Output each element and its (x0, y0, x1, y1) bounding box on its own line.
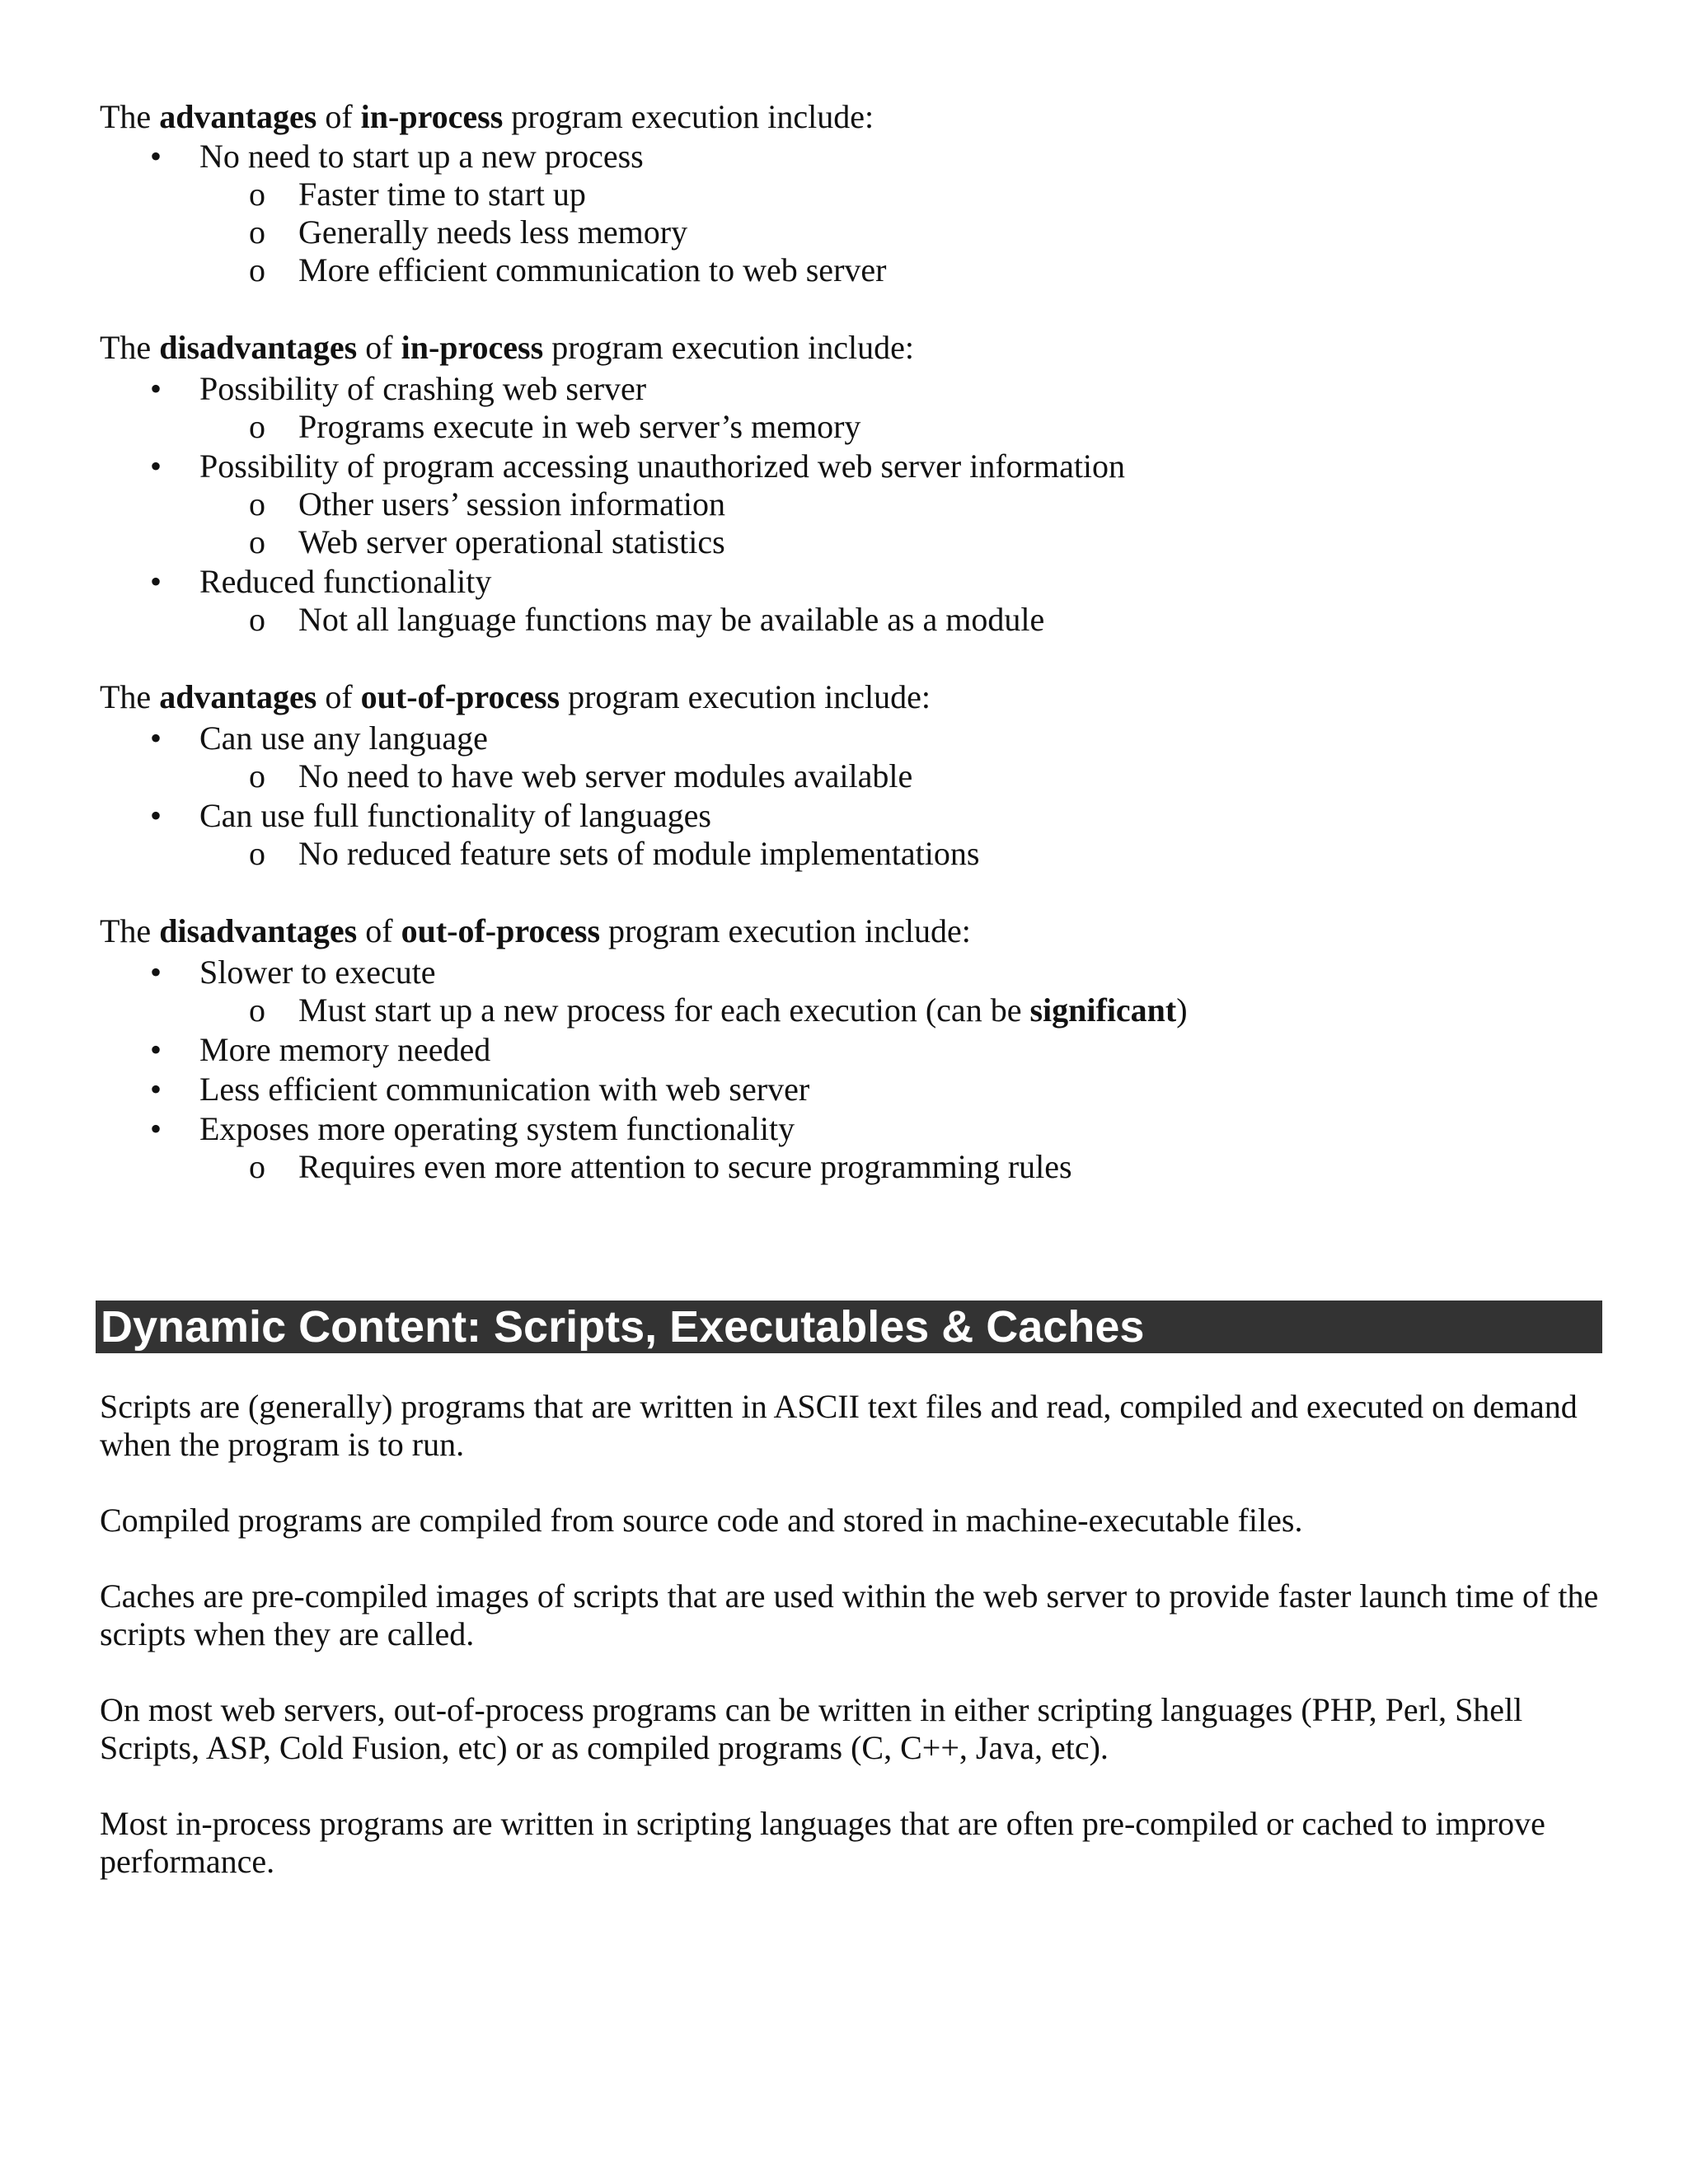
sub-list-item: More efficient communication to web server (298, 251, 887, 288)
sub-bullet-icon: o (249, 176, 265, 213)
sub-list-item: No need to have web server modules available (298, 757, 913, 794)
list-item: Possibility of program accessing unauthorized web server information (199, 448, 1126, 485)
sub-list-item: Not all language functions may be available as a module (298, 601, 1045, 638)
list-item: Reduced functionality (199, 563, 492, 600)
bullet-icon: • (150, 370, 162, 407)
bullet-icon: • (150, 1110, 162, 1147)
list-item: More memory needed (199, 1031, 491, 1068)
bullet-icon: • (150, 448, 162, 485)
list-item: Slower to execute (199, 954, 436, 991)
list-item: Can use full functionality of languages (199, 797, 711, 834)
list-item: Can use any language (199, 719, 488, 757)
sub-bullet-icon: o (249, 1148, 265, 1185)
bullet-icon: • (150, 954, 162, 991)
paragraph: Scripts are (generally) programs that are written in ASCII text files and read, compiled and executed on demand when the program is to run. (100, 1388, 1578, 1463)
sub-bullet-icon: o (249, 523, 265, 560)
section-heading-out-of-process-disadvantages: The disadvantages of out-of-process program execution include: (100, 912, 971, 949)
sub-bullet-icon: o (249, 485, 265, 523)
sub-bullet-icon: o (249, 601, 265, 638)
paragraph: Most in-process programs are written in scripting languages that are often pre-compiled or cached to improve performance. (100, 1805, 1545, 1880)
section-title: Dynamic Content: Scripts, Executables & Caches (101, 1302, 1145, 1352)
sub-list-item: Other users’ session information (298, 485, 726, 523)
sub-bullet-icon: o (249, 251, 265, 288)
paragraph: On most web servers, out-of-process programs can be written in either scripting languages (PHP, Perl, Shell Scripts, ASP, Cold Fusion, etc) or as compiled programs (C, C++, Java, etc). (100, 1691, 1523, 1766)
bullet-icon: • (150, 1071, 162, 1108)
bullet-icon: • (150, 563, 162, 600)
section-heading-in-process-disadvantages: The disadvantages of in-process program execution include: (100, 329, 915, 366)
sub-bullet-icon: o (249, 757, 265, 794)
list-item: Possibility of crashing web server (199, 370, 647, 407)
paragraph: Compiled programs are compiled from source code and stored in machine-executable files. (100, 1502, 1303, 1539)
section-heading-out-of-process-advantages: The advantages of out-of-process program execution include: (100, 678, 931, 715)
paragraph: Caches are pre-compiled images of scripts that are used within the web server to provide faster launch time of the scripts when they are called. (100, 1577, 1599, 1652)
bullet-icon: • (150, 719, 162, 757)
sub-bullet-icon: o (249, 408, 265, 445)
list-item: Exposes more operating system functionality (199, 1110, 795, 1147)
sub-bullet-icon: o (249, 213, 265, 251)
sub-list-item: Programs execute in web server’s memory (298, 408, 861, 445)
sub-list-item: Faster time to start up (298, 176, 586, 213)
list-item: No need to start up a new process (199, 138, 644, 175)
sub-bullet-icon: o (249, 835, 265, 872)
sub-list-item: Must start up a new process for each execution (can be significant) (298, 991, 1188, 1029)
section-heading-in-process-advantages: The advantages of in-process program execution include: (100, 98, 874, 135)
list-item: Less efficient communication with web server (199, 1071, 810, 1108)
sub-list-item: Web server operational statistics (298, 523, 725, 560)
sub-bullet-icon: o (249, 991, 265, 1029)
sub-list-item: No reduced feature sets of module implementations (298, 835, 980, 872)
sub-list-item: Generally needs less memory (298, 213, 688, 251)
sub-list-item: Requires even more attention to secure programming rules (298, 1148, 1072, 1185)
bullet-icon: • (150, 138, 162, 175)
bullet-icon: • (150, 797, 162, 834)
bullet-icon: • (150, 1031, 162, 1068)
